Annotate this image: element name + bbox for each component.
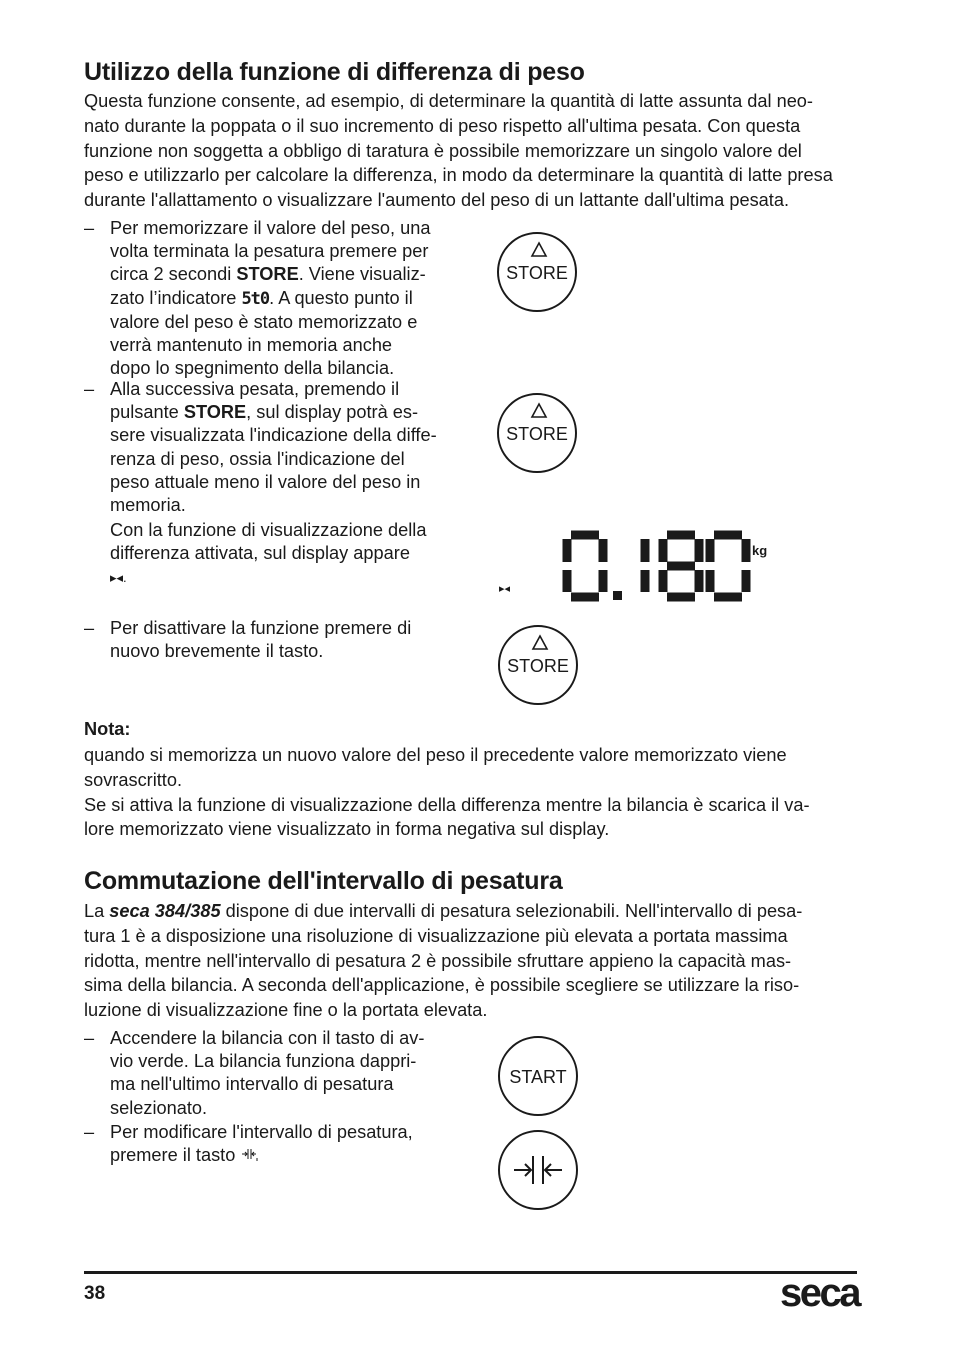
- intro-line: nato durante la poppata o il suo incremento di peso rispetto all'ultima pesata. Con questa: [84, 115, 801, 136]
- intro-line: ridotta, mentre nell'intervallo di pesatura 2 è possibile sfruttare appieno la capacità mas-: [84, 950, 792, 971]
- triangle-up-icon: [500, 634, 580, 654]
- text-line: selezionato.: [110, 1097, 208, 1118]
- bullet-dash: –: [84, 618, 95, 638]
- triangle-up-icon: [499, 241, 579, 261]
- text-line: [110, 263, 455, 286]
- bullet-dash: –: [84, 1122, 95, 1142]
- text-line: dopo lo spegnimento della bilancia.: [110, 358, 395, 379]
- text-run: . Viene visualiz-: [298, 264, 426, 285]
- range-switch-button: [498, 1130, 578, 1210]
- text-run: La: [84, 901, 110, 921]
- store-button-label: STORE: [507, 656, 569, 676]
- seca-logo: seca: [780, 1271, 859, 1315]
- text-run: zato l’indicatore: [110, 287, 242, 308]
- intro-line: funzione non soggetta a obbligo di taratura è possibile memorizzare un singolo valore del: [84, 140, 802, 161]
- start-button: [498, 1036, 578, 1116]
- note-paragraph: [84, 743, 857, 842]
- text-line: renza di peso, ossia l'indicazione del: [110, 448, 405, 469]
- list-item-difference: [84, 378, 455, 589]
- intro-line: sima della bilancia. A seconda dell'applicazione, è possibile scegliere se utilizzare la riso-: [84, 975, 800, 996]
- text-run: pulsante: [110, 402, 184, 423]
- text-line: peso attuale meno il valore del peso in: [110, 471, 421, 492]
- note-line: sovrascritto.: [84, 769, 183, 790]
- start-button-label: START: [509, 1067, 567, 1087]
- text-line: Per disattivare la funzione premere di: [110, 618, 412, 638]
- store-button: [498, 625, 578, 705]
- range-switch-icon: [500, 1132, 576, 1208]
- text-line: verrà mantenuto in memoria anche: [110, 335, 393, 356]
- list-item-start: [84, 1027, 455, 1120]
- intro-line: Questa funzione consente, ad esempio, di determinare la quantità di latte assunta dal neo-: [84, 91, 813, 111]
- bullet-dash: –: [84, 218, 95, 238]
- difference-indicator: ▸◂: [499, 583, 511, 595]
- bullet-dash: –: [84, 1028, 95, 1048]
- text-line: sere visualizzata l'indicazione della diffe-: [110, 425, 437, 446]
- footer-rule: [84, 1271, 857, 1274]
- list-item-disable: [84, 617, 455, 663]
- text-line: [110, 1144, 455, 1167]
- text-line: nuovo brevemente il tasto.: [110, 641, 324, 662]
- page-number: 38: [84, 1283, 106, 1304]
- intro-line: tura 1 è a disposizione una risoluzione di visualizzazione più elevata a portata massima: [84, 925, 788, 946]
- text-line: [110, 401, 455, 424]
- product-name: seca 384/385: [109, 901, 221, 921]
- text-line: Per memorizzare il valore del peso, una: [110, 218, 431, 238]
- note-line: quando si memorizza un nuovo valore del peso il precedente valore memorizzato viene: [84, 745, 787, 765]
- text-line: ma nell'ultimo intervallo di pesatura: [110, 1074, 394, 1095]
- text-line: Accendere la bilancia con il tasto di av-: [110, 1028, 425, 1048]
- text-run: , sul display potrà es-: [246, 402, 419, 423]
- note-title: Nota:: [84, 719, 131, 739]
- note-line: lore memorizzato viene visualizzato in forma negativa sul display.: [84, 819, 610, 840]
- store-bold: STORE: [183, 402, 247, 423]
- intro-line: [84, 899, 857, 924]
- text-line: Alla successiva pesata, premendo il: [110, 379, 400, 399]
- range-switch-icon: [240, 1148, 260, 1162]
- section-title-range: Commutazione dell'intervallo di pesatura: [84, 867, 563, 895]
- text-run: premere il tasto: [110, 1145, 241, 1166]
- text-line: [110, 287, 455, 311]
- store-button: [497, 393, 577, 473]
- text-line: differenza attivata, sul display appare: [110, 543, 410, 564]
- intro-line: durante l'allattamento o visualizzare l'aumento del peso di un lattante dall'ultima pesata.: [84, 190, 789, 211]
- store-button-label: STORE: [506, 424, 568, 444]
- scale-display: [495, 526, 785, 606]
- text-line: vio verde. La bilancia funziona dappri-: [110, 1051, 417, 1072]
- lcd-digits-graphic: [495, 526, 785, 606]
- range-intro-paragraph: [84, 899, 857, 1023]
- intro-line: peso e utilizzarlo per calcolare la differenza, in modo da determinare la quantità di latte presa: [84, 165, 833, 186]
- list-item-store: [84, 217, 455, 380]
- section-title-difference: Utilizzo della funzione di differenza di peso: [84, 58, 585, 86]
- list-item-range-key: [84, 1121, 455, 1167]
- store-bold: STORE: [236, 264, 299, 285]
- text-run: dispone di due intervalli di pesatura selezionabili. Nell'intervallo di pesa-: [220, 901, 803, 921]
- store-button-label: STORE: [506, 263, 568, 283]
- text-line: volta terminata la pesatura premere per: [110, 241, 429, 262]
- text-line: Con la funzione di visualizzazione della: [110, 520, 427, 541]
- text-line: Per modificare l'intervallo di pesatura,: [110, 1122, 413, 1142]
- difference-symbol: ▸◂.: [110, 569, 127, 585]
- unit-label: kg: [752, 543, 768, 558]
- sto-indicator: 5t0: [241, 288, 270, 309]
- text-line: valore del peso è stato memorizzato e: [110, 311, 418, 332]
- triangle-up-icon: [499, 402, 579, 422]
- intro-paragraph: [84, 89, 857, 213]
- bullet-dash: –: [84, 379, 95, 399]
- store-button: [497, 232, 577, 312]
- text-line: memoria.: [110, 495, 186, 516]
- note-line: Se si attiva la funzione di visualizzazione della differenza mentre la bilancia è scarica il va-: [84, 794, 810, 815]
- text-run: . A questo punto il: [269, 287, 413, 308]
- intro-line: luzione di visualizzazione fine o la portata elevata.: [84, 1000, 488, 1021]
- text-run: circa 2 secondi: [110, 264, 237, 285]
